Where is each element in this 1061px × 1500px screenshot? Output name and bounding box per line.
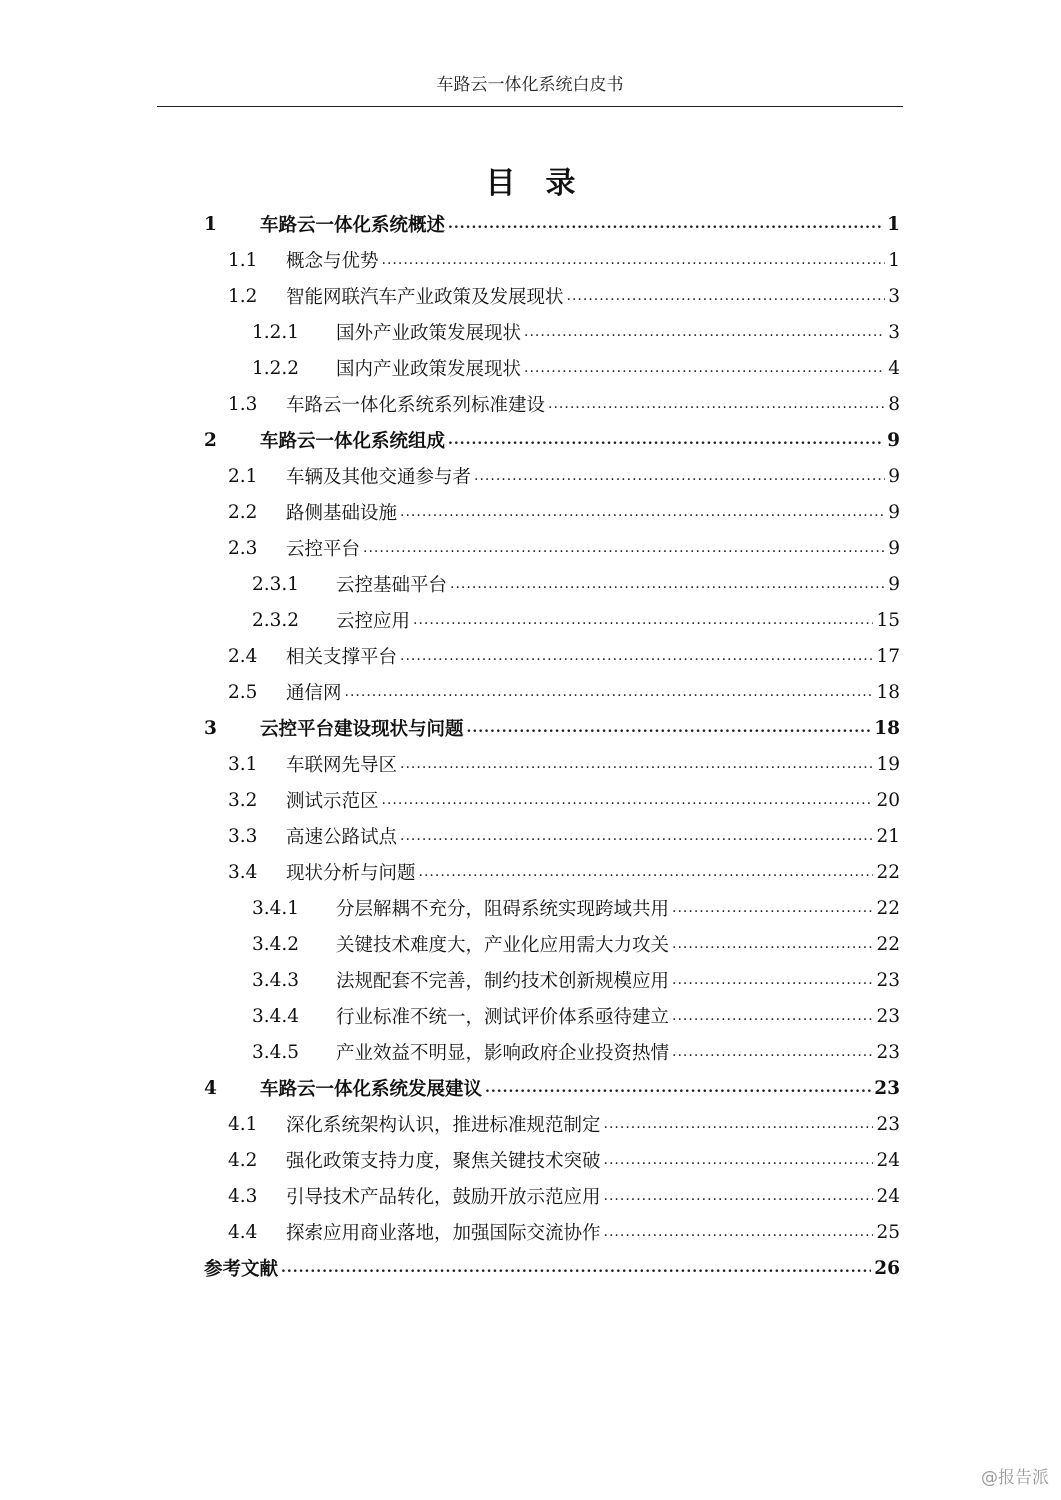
- toc-entry-label: 参考文献: [204, 1259, 279, 1280]
- toc-dot-leader: [524, 360, 885, 376]
- toc-entry-label: 高速公路试点: [286, 827, 398, 848]
- toc-entry-page: 9: [888, 573, 900, 595]
- toc-dot-leader: [672, 1008, 873, 1024]
- toc-entry-page: 22: [876, 933, 900, 955]
- table-of-contents: [204, 206, 900, 1286]
- toc-entry-label: 概念与优势: [286, 251, 379, 272]
- toc-entry-page: 17: [876, 645, 900, 667]
- toc-entry-number: 1: [204, 213, 217, 235]
- toc-entry-label: 深化系统架构认识，推进标准规范制定: [286, 1115, 601, 1136]
- toc-dot-leader: [467, 720, 872, 736]
- toc-entry-number: 1.2.1: [252, 321, 300, 343]
- toc-entry-number: 4.3: [228, 1185, 258, 1207]
- toc-entry-page: 9: [888, 465, 900, 487]
- toc-entry-page: 21: [876, 825, 900, 847]
- toc-dot-leader: [382, 792, 874, 808]
- toc-entry-page: 3: [888, 285, 900, 307]
- toc-entry[interactable]: [204, 674, 900, 710]
- toc-dot-leader: [672, 972, 873, 988]
- toc-entry[interactable]: [204, 530, 900, 566]
- toc-entry-label: 云控平台建设现状与问题: [260, 719, 464, 740]
- toc-dot-leader: [604, 1188, 874, 1204]
- toc-entry-label: 国内产业政策发展现状: [336, 359, 522, 380]
- toc-entry-label: 产业效益不明显，影响政府企业投资热情: [336, 1043, 670, 1064]
- toc-entry[interactable]: [204, 710, 900, 746]
- toc-dot-leader: [672, 936, 873, 952]
- toc-dot-leader: [400, 648, 873, 664]
- toc-entry-page: 24: [876, 1149, 900, 1171]
- toc-entry-number: 3.2: [228, 789, 258, 811]
- toc-dot-leader: [548, 396, 885, 412]
- toc-dot-leader: [604, 1116, 874, 1132]
- toc-entry-label: 云控平台: [286, 539, 361, 560]
- toc-entry[interactable]: [204, 494, 900, 530]
- toc-entry-label: 车路云一体化系统概述: [260, 215, 446, 236]
- toc-dot-leader: [419, 864, 874, 880]
- toc-dot-leader: [400, 828, 873, 844]
- toc-dot-leader: [281, 1260, 871, 1276]
- toc-entry-label: 云控基础平台: [336, 575, 448, 596]
- toc-entry-page: 9: [888, 537, 900, 559]
- toc-entry[interactable]: [204, 350, 900, 386]
- toc-entry-page: 23: [876, 1113, 900, 1135]
- toc-entry-label: 行业标准不统一，测试评价体系亟待建立: [336, 1007, 670, 1028]
- toc-dot-leader: [604, 1224, 874, 1240]
- toc-dot-leader: [604, 1152, 874, 1168]
- toc-entry-label: 车辆及其他交通参与者: [286, 467, 472, 488]
- toc-entry[interactable]: [204, 386, 900, 422]
- toc-entry-page: 23: [874, 1077, 900, 1099]
- toc-entry[interactable]: [204, 1178, 900, 1214]
- toc-entry-number: 3.3: [228, 825, 258, 847]
- toc-entry-page: 26: [874, 1257, 900, 1279]
- toc-entry-number: 2.4: [228, 645, 258, 667]
- toc-dot-leader: [448, 432, 884, 448]
- toc-entry-label: 通信网: [286, 683, 342, 704]
- toc-dot-leader: [345, 684, 874, 700]
- toc-entry-label: 分层解耦不充分，阻碍系统实现跨域共用: [336, 899, 670, 920]
- toc-entry-page: 1: [888, 249, 900, 271]
- toc-entry-number: 2: [204, 429, 217, 451]
- toc-entry[interactable]: [204, 854, 900, 890]
- toc-entry-number: 1.2: [228, 285, 258, 307]
- toc-entry-label: 强化政策支持力度，聚焦关键技术突破: [286, 1151, 601, 1172]
- toc-entry-page: 22: [876, 897, 900, 919]
- toc-entry[interactable]: [204, 1214, 900, 1250]
- toc-entry-number: 3.4.2: [252, 933, 300, 955]
- toc-entry[interactable]: [204, 962, 900, 998]
- toc-entry-number: 3: [204, 717, 217, 739]
- toc-entry-number: 3.4.1: [252, 897, 300, 919]
- toc-dot-leader: [474, 468, 885, 484]
- toc-entry-label: 探索应用商业落地，加强国际交流协作: [286, 1223, 601, 1244]
- toc-dot-leader: [400, 504, 885, 520]
- toc-entry-label: 车路云一体化系统系列标准建设: [286, 395, 546, 416]
- toc-entry-page: 23: [876, 1041, 900, 1063]
- toc-entry[interactable]: [204, 314, 900, 350]
- toc-entry-number: 3.4.3: [252, 969, 300, 991]
- toc-entry-number: 3.1: [228, 753, 258, 775]
- toc-entry[interactable]: [204, 1106, 900, 1142]
- toc-entry-number: 2.5: [228, 681, 258, 703]
- toc-dot-leader: [363, 540, 885, 556]
- toc-entry-number: 4.2: [228, 1149, 258, 1171]
- toc-entry-label: 现状分析与问题: [286, 863, 416, 884]
- toc-dot-leader: [450, 576, 885, 592]
- toc-entry-page: 22: [876, 861, 900, 883]
- toc-dot-leader: [400, 756, 873, 772]
- toc-entry[interactable]: [204, 818, 900, 854]
- toc-entry[interactable]: [204, 926, 900, 962]
- toc-entry-number: 2.2: [228, 501, 258, 523]
- toc-entry-number: 2.3: [228, 537, 258, 559]
- toc-entry-number: 2.3.1: [252, 573, 300, 595]
- page-header-title: 车路云一体化系统白皮书: [436, 75, 624, 95]
- toc-entry-label: 车路云一体化系统发展建议: [260, 1079, 483, 1100]
- toc-entry[interactable]: [204, 278, 900, 314]
- toc-entry[interactable]: [204, 242, 900, 278]
- toc-entry-label: 车路云一体化系统组成: [260, 431, 446, 452]
- toc-entry-label: 智能网联汽车产业政策及发展现状: [286, 287, 564, 308]
- toc-entry-number: 3.4: [228, 861, 258, 883]
- toc-entry-page: 19: [876, 753, 900, 775]
- toc-dot-leader: [672, 1044, 873, 1060]
- toc-entry-page: 15: [876, 609, 900, 631]
- toc-entry-page: 18: [876, 681, 900, 703]
- toc-dot-leader: [524, 324, 885, 340]
- header-divider: [157, 106, 903, 107]
- toc-entry-page: 23: [876, 1005, 900, 1027]
- toc-entry[interactable]: [204, 1250, 900, 1286]
- toc-entry-number: 1.1: [228, 249, 258, 271]
- toc-entry-label: 国外产业政策发展现状: [336, 323, 522, 344]
- toc-dot-leader: [413, 612, 873, 628]
- toc-entry[interactable]: [204, 782, 900, 818]
- toc-entry-page: 18: [874, 717, 900, 739]
- toc-entry-page: 9: [887, 429, 900, 451]
- toc-entry-number: 2.3.2: [252, 609, 300, 631]
- toc-entry[interactable]: [204, 566, 900, 602]
- toc-entry-number: 2.1: [228, 465, 258, 487]
- toc-entry-number: 1.3: [228, 393, 258, 415]
- toc-entry-label: 路侧基础设施: [286, 503, 398, 524]
- toc-entry-page: 4: [888, 357, 900, 379]
- toc-entry-label: 关键技术难度大，产业化应用需大力攻关: [336, 935, 670, 956]
- toc-entry-label: 相关支撑平台: [286, 647, 398, 668]
- toc-entry[interactable]: [204, 1142, 900, 1178]
- toc-entry[interactable]: [204, 458, 900, 494]
- toc-entry-page: 3: [888, 321, 900, 343]
- toc-entry-page: 20: [876, 789, 900, 811]
- toc-entry-number: 4: [204, 1077, 217, 1099]
- toc-dot-leader: [485, 1080, 871, 1096]
- toc-entry-label: 引导技术产品转化，鼓励开放示范应用: [286, 1187, 601, 1208]
- toc-entry-number: 4.4: [228, 1221, 258, 1243]
- toc-entry-label: 法规配套不完善，制约技术创新规模应用: [336, 971, 670, 992]
- toc-entry-page: 24: [876, 1185, 900, 1207]
- toc-entry-label: 云控应用: [336, 611, 411, 632]
- toc-entry[interactable]: [204, 206, 900, 242]
- watermark: @报告派: [981, 1468, 1049, 1488]
- toc-entry-page: 8: [888, 393, 900, 415]
- toc-entry[interactable]: [204, 1070, 900, 1106]
- toc-dot-leader: [448, 216, 884, 232]
- toc-entry[interactable]: [204, 890, 900, 926]
- toc-entry-label: 测试示范区: [286, 791, 379, 812]
- toc-entry-page: 23: [876, 969, 900, 991]
- toc-entry[interactable]: [204, 602, 900, 638]
- toc-entry[interactable]: [204, 998, 900, 1034]
- toc-entry-label: 车联网先导区: [286, 755, 398, 776]
- toc-entry[interactable]: [204, 1034, 900, 1070]
- toc-entry[interactable]: [204, 422, 900, 458]
- toc-entry-number: 3.4.5: [252, 1041, 300, 1063]
- toc-title: 目录: [485, 166, 606, 201]
- toc-entry-page: 9: [888, 501, 900, 523]
- toc-entry[interactable]: [204, 746, 900, 782]
- toc-entry-number: 1.2.2: [252, 357, 300, 379]
- toc-entry-page: 1: [887, 213, 900, 235]
- toc-dot-leader: [382, 252, 886, 268]
- toc-entry-page: 25: [876, 1221, 900, 1243]
- toc-entry[interactable]: [204, 638, 900, 674]
- toc-entry-number: 4.1: [228, 1113, 258, 1135]
- toc-entry-number: 3.4.4: [252, 1005, 300, 1027]
- toc-dot-leader: [672, 900, 873, 916]
- toc-dot-leader: [567, 288, 886, 304]
